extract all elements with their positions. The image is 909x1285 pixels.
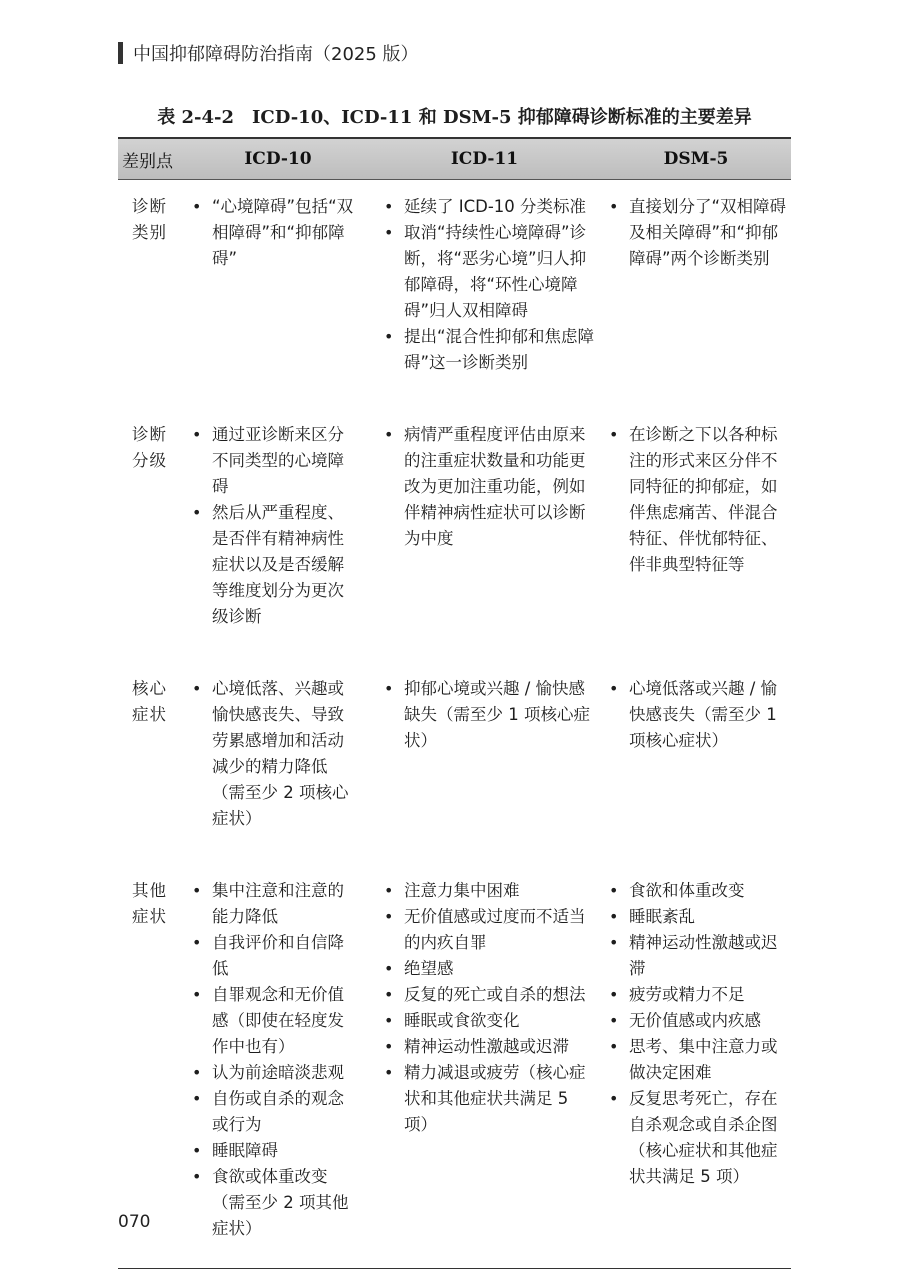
table-row	[118, 180, 791, 402]
bullet-icon: •	[609, 197, 619, 216]
bullet-icon: •	[384, 881, 394, 900]
bullet-text: 取消“持续性心境障碍”诊断，将“恶劣心境”归人抑郁障碍，将“环性心境障碍”归人双相障碍	[404, 223, 587, 320]
bullet-text: 抑郁心境或兴趣 / 愉快感缺失（需至少 1 项核心症状）	[404, 679, 590, 750]
bullet-item	[609, 904, 791, 930]
bullet-item	[384, 982, 595, 1008]
table-header-row	[118, 139, 791, 180]
bullet-text: 无价值感或过度而不适当的内疚自罪	[404, 907, 586, 952]
bullet-text: 通过亚诊断来区分不同类型的心境障碍	[212, 425, 344, 496]
bullet-icon: •	[609, 1037, 619, 1056]
bullet-item	[384, 1034, 595, 1060]
bullet-icon: •	[192, 503, 202, 522]
icd10-cell	[188, 676, 368, 832]
bullet-icon: •	[384, 985, 394, 1004]
bullet-item	[192, 1138, 358, 1164]
bullet-item	[609, 930, 791, 982]
bullet-icon: •	[384, 679, 394, 698]
bullet-icon: •	[609, 425, 619, 444]
bullet-icon: •	[384, 197, 394, 216]
bullet-text: 心境低落或兴趣 / 愉快感丧失（需至少 1 项核心症状）	[629, 679, 778, 750]
bullet-item	[192, 930, 358, 982]
bullet-icon: •	[384, 327, 394, 346]
bullet-item	[384, 904, 595, 956]
bullet-icon: •	[384, 1063, 394, 1082]
bullet-icon: •	[192, 1167, 202, 1186]
bullet-text: 无价值感或内疚感	[629, 1011, 761, 1030]
bullet-icon: •	[384, 425, 394, 444]
running-head	[118, 40, 419, 66]
header-icd11: ICD-11	[450, 149, 519, 169]
bullet-icon: •	[609, 1011, 619, 1030]
row-label-line: 其他	[132, 881, 167, 900]
bullet-item	[384, 324, 595, 376]
running-head-bar	[118, 42, 123, 64]
bullet-icon: •	[192, 1141, 202, 1160]
row-label-line: 类别	[132, 223, 167, 242]
bullet-icon: •	[192, 985, 202, 1004]
bullet-icon: •	[192, 933, 202, 952]
bullet-text: 病情严重程度评估由原来的注重症状数量和功能更改为更加注重功能，例如伴精神病性症状可以诊断为中度	[404, 425, 586, 548]
bullet-item	[384, 1008, 595, 1034]
bullet-item	[609, 676, 791, 754]
bullet-text: 疲劳或精力不足	[629, 985, 745, 1004]
bullet-item	[384, 956, 595, 982]
bullet-item	[192, 878, 358, 930]
bullet-icon: •	[384, 959, 394, 978]
bullet-icon: •	[609, 881, 619, 900]
dsm5-cell	[601, 422, 791, 578]
bullet-text: “心境障碍”包括“双相障碍”和“抑郁障碍”	[212, 197, 354, 268]
row-label-line: 症状	[132, 907, 167, 926]
bullet-icon: •	[192, 881, 202, 900]
icd10-cell	[188, 878, 368, 1242]
table-caption: 表 2-4-2 ICD-10、ICD-11 和 DSM-5 抑郁障碍诊断标准的主要差异	[157, 107, 752, 128]
row-label	[118, 422, 188, 474]
table-row	[118, 402, 791, 656]
bullet-text: 自罪观念和无价值感（即使在轻度发作中也有）	[212, 985, 344, 1056]
bullet-item	[384, 220, 595, 324]
bullet-text: 在诊断之下以各种标注的形式来区分伴不同特征的抑郁症，如伴焦虑痛苦、伴混合特征、伴忧郁特征、伴非典型特征等	[629, 425, 778, 574]
bullet-item	[192, 982, 358, 1060]
bullet-text: 提出“混合性抑郁和焦虑障碍”这一诊断类别	[404, 327, 595, 372]
icd11-cell	[368, 878, 601, 1138]
bullet-item	[192, 1086, 358, 1138]
table-body	[118, 180, 791, 1268]
bullet-text: 集中注意和注意的能力降低	[212, 881, 344, 926]
bullet-icon: •	[384, 223, 394, 242]
bullet-item	[609, 1034, 791, 1086]
bullet-item	[384, 878, 595, 904]
bullet-text: 延续了 ICD-10 分类标准	[404, 197, 587, 216]
bullet-item	[609, 422, 791, 578]
dsm5-cell	[601, 878, 791, 1190]
bullet-text: 食欲或体重改变（需至少 2 项其他症状）	[212, 1167, 349, 1238]
bullet-icon: •	[192, 1063, 202, 1082]
bullet-item	[384, 194, 595, 220]
row-label-line: 分级	[132, 451, 167, 470]
bullet-icon: •	[384, 1037, 394, 1056]
bullet-item	[609, 194, 791, 272]
row-label	[118, 878, 188, 930]
row-label	[118, 676, 188, 728]
bullet-text: 心境低落、兴趣或愉快感丧失、导致劳累感增加和活动减少的精力降低（需至少 2 项核心症状）	[212, 679, 349, 828]
bullet-item	[192, 1060, 358, 1086]
icd10-cell	[188, 194, 368, 272]
bullet-icon: •	[384, 907, 394, 926]
bullet-item	[192, 422, 358, 500]
running-head-text: 中国抑郁障碍防治指南（2025 版）	[133, 44, 419, 65]
bullet-icon: •	[609, 679, 619, 698]
row-label-line: 核心	[132, 679, 167, 698]
bullet-item	[384, 676, 595, 754]
bullet-text: 精力减退或疲劳（核心症状和其他症状共满足 5 项）	[404, 1063, 586, 1134]
header-icd10: ICD-10	[244, 149, 312, 169]
bullet-item	[609, 1008, 791, 1034]
table-row	[118, 656, 791, 858]
row-label-line: 诊断	[132, 425, 167, 444]
bullet-text: 睡眠紊乱	[629, 907, 695, 926]
row-label-line: 诊断	[132, 197, 167, 216]
bullet-icon: •	[384, 1011, 394, 1030]
bullet-text: 反复的死亡或自杀的想法	[404, 985, 586, 1004]
bullet-text: 思考、集中注意力或做决定困难	[629, 1037, 778, 1082]
bullet-icon: •	[609, 1089, 619, 1108]
bullet-text: 精神运动性激越或迟滞	[404, 1037, 569, 1056]
bullet-text: 反复思考死亡，存在自杀观念或自杀企图（核心症状和其他症状共满足 5 项）	[629, 1089, 778, 1186]
icd10-cell	[188, 422, 368, 630]
bullet-item	[384, 422, 595, 552]
bullet-item	[609, 982, 791, 1008]
bullet-text: 精神运动性激越或迟滞	[629, 933, 778, 978]
bullet-item	[192, 500, 358, 630]
bullet-icon: •	[192, 425, 202, 444]
header-difference: 差别点	[122, 151, 173, 172]
bullet-icon: •	[192, 1089, 202, 1108]
bullet-text: 睡眠障碍	[212, 1141, 278, 1160]
bullet-text: 睡眠或食欲变化	[404, 1011, 520, 1030]
dsm5-cell	[601, 676, 791, 754]
bullet-icon: •	[609, 985, 619, 1004]
table-row	[118, 858, 791, 1268]
bullet-icon: •	[609, 907, 619, 926]
icd11-cell	[368, 194, 601, 376]
bullet-icon: •	[609, 933, 619, 952]
bullet-text: 绝望感	[404, 959, 454, 978]
bullet-text: 自伤或自杀的观念或行为	[212, 1089, 344, 1134]
bullet-item	[609, 878, 791, 904]
bullet-item	[192, 676, 358, 832]
bullet-text: 注意力集中困难	[404, 881, 520, 900]
page-number: 070	[118, 1212, 151, 1232]
icd11-cell	[368, 422, 601, 552]
comparison-table	[118, 137, 791, 1269]
bullet-icon: •	[192, 679, 202, 698]
bullet-text: 认为前途暗淡悲观	[212, 1063, 344, 1082]
header-dsm5: DSM-5	[663, 149, 729, 169]
row-label-line: 症状	[132, 705, 167, 724]
row-label	[118, 194, 188, 246]
dsm5-cell	[601, 194, 791, 272]
bullet-item	[192, 194, 358, 272]
bullet-text: 自我评价和自信降低	[212, 933, 344, 978]
bullet-icon: •	[192, 197, 202, 216]
bullet-text: 然后从严重程度、是否伴有精神病性症状以及是否缓解等维度划分为更次级诊断	[212, 503, 344, 626]
bullet-item	[384, 1060, 595, 1138]
bullet-text: 直接划分了“双相障碍及相关障碍”和“抑郁障碍”两个诊断类别	[629, 197, 787, 268]
bullet-item	[192, 1164, 358, 1242]
icd11-cell	[368, 676, 601, 754]
bullet-item	[609, 1086, 791, 1190]
bullet-text: 食欲和体重改变	[629, 881, 745, 900]
